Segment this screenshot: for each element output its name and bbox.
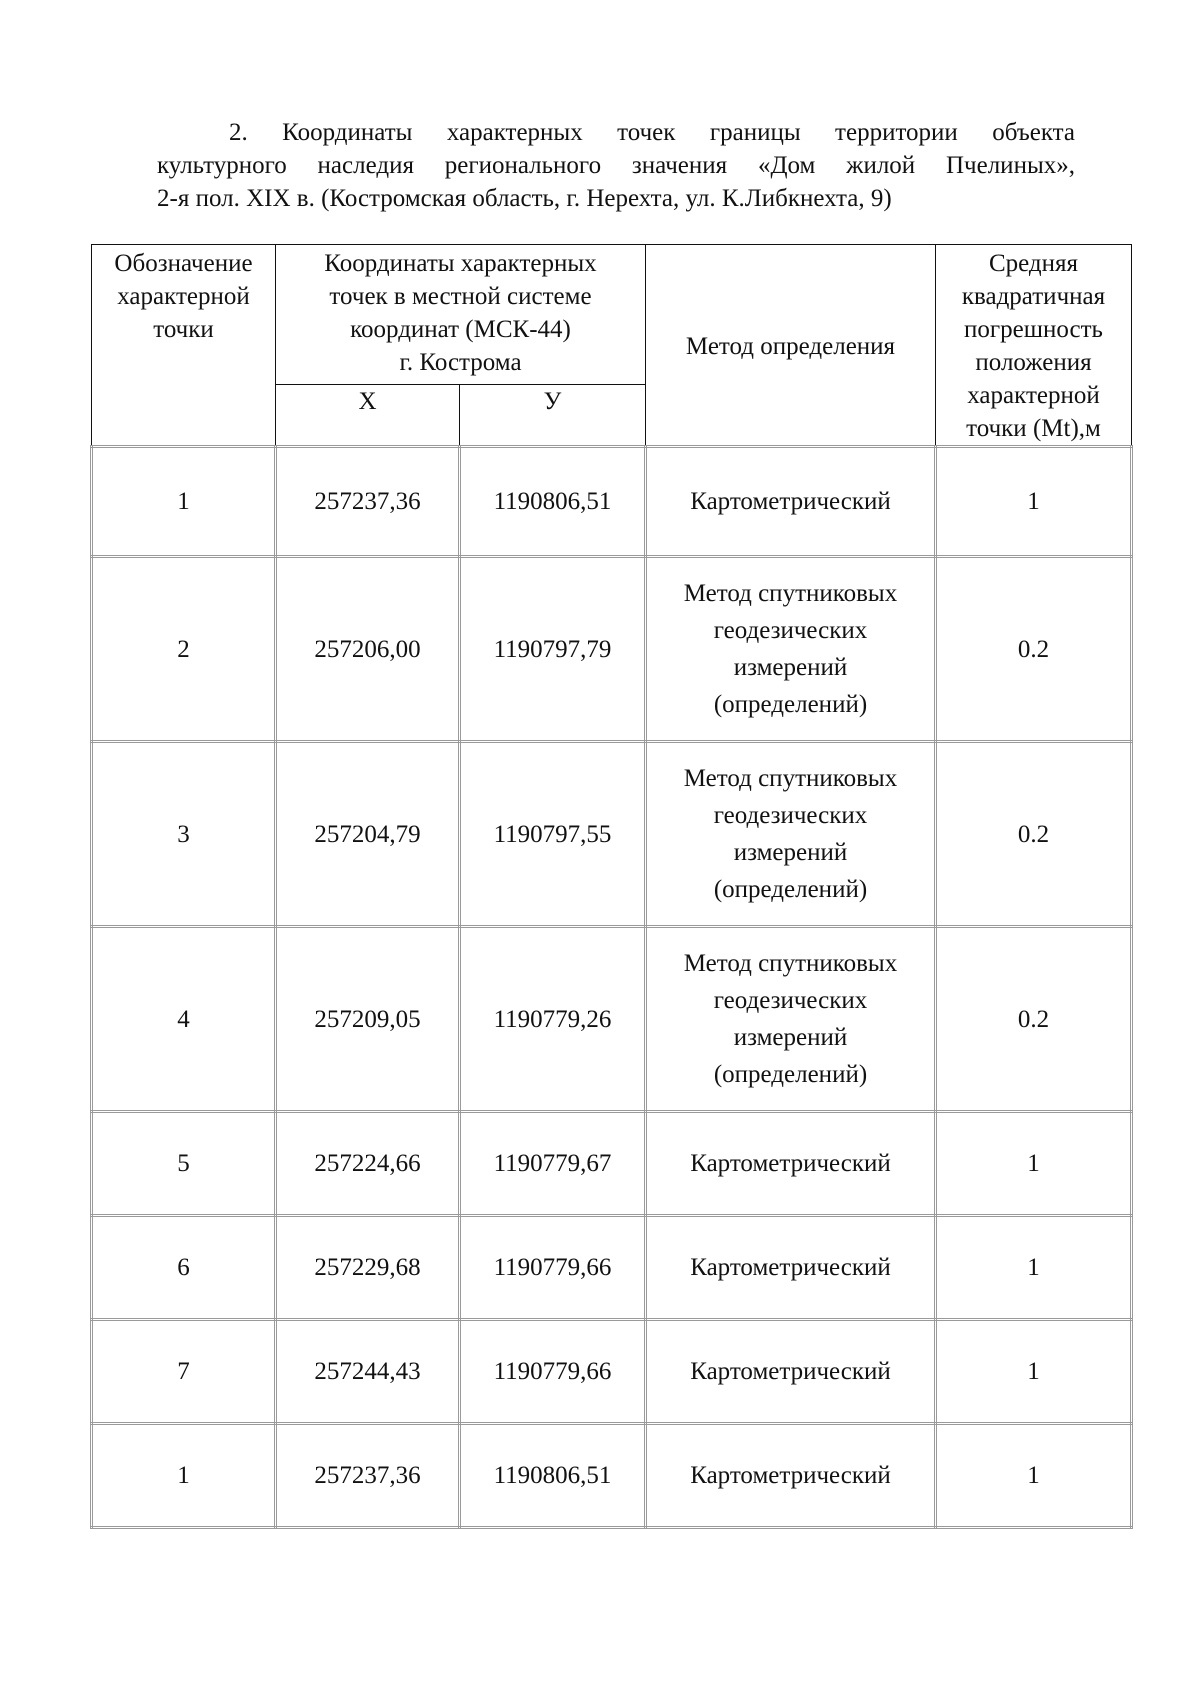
cell-error: 0.2: [936, 742, 1132, 927]
cell-point: 1: [92, 1424, 276, 1528]
method-text: [690, 1145, 891, 1182]
cell-point: 5: [92, 1112, 276, 1216]
method-text: [690, 1249, 891, 1286]
heading-line-1: 2. Координаты характерных точек границы территории объекта: [229, 119, 1075, 146]
coordinates-table-wrapper: [90, 244, 1133, 1529]
cell-method: [646, 927, 936, 1112]
cell-y: 1190779,67: [460, 1112, 646, 1216]
cell-x: 257237,36: [276, 447, 460, 557]
method-line: геодезических: [713, 802, 868, 829]
cell-error: 1: [936, 1112, 1132, 1216]
cell-method: [646, 1216, 936, 1320]
method-line: Картометрический: [690, 1150, 891, 1177]
document-heading: [157, 116, 1075, 215]
table-row: [92, 1112, 1132, 1216]
cell-x: 257244,43: [276, 1320, 460, 1424]
method-line: (определений): [713, 691, 868, 718]
header-point-designation: Обозначение характерной точки: [92, 245, 276, 447]
cell-point: 7: [92, 1320, 276, 1424]
header-mean-square-error: Средняя квадратичная погрешность положения характерной точки (Mt),м: [936, 245, 1132, 447]
cell-x: 257204,79: [276, 742, 460, 927]
method-line: Метод спутниковых: [683, 580, 898, 607]
cell-y: 1190797,79: [460, 557, 646, 742]
method-line: (определений): [713, 876, 868, 903]
cell-error: 1: [936, 1216, 1132, 1320]
cell-method: [646, 742, 936, 927]
cell-x: 257209,05: [276, 927, 460, 1112]
table-body: [92, 447, 1132, 1528]
cell-point: 1: [92, 447, 276, 557]
method-line: Картометрический: [690, 1358, 891, 1385]
cell-error: 1: [936, 1424, 1132, 1528]
method-text: [684, 760, 897, 908]
table-row: [92, 1424, 1132, 1528]
table-header: [92, 245, 1132, 447]
cell-point: 2: [92, 557, 276, 742]
method-line: геодезических: [713, 987, 868, 1014]
cell-y: 1190779,66: [460, 1320, 646, 1424]
method-line: измерений: [733, 654, 848, 681]
cell-x: 257229,68: [276, 1216, 460, 1320]
cell-point: 6: [92, 1216, 276, 1320]
cell-method: [646, 1320, 936, 1424]
coordinates-table: [90, 244, 1133, 1529]
cell-y: 1190779,26: [460, 927, 646, 1112]
method-line: Картометрический: [690, 488, 891, 515]
header-y: У: [460, 385, 646, 447]
table-row: [92, 557, 1132, 742]
cell-method: [646, 447, 936, 557]
header-x: X: [276, 385, 460, 447]
cell-x: 257224,66: [276, 1112, 460, 1216]
table-row: [92, 1216, 1132, 1320]
method-line: Метод спутниковых: [683, 950, 898, 977]
cell-method: [646, 1424, 936, 1528]
cell-point: 4: [92, 927, 276, 1112]
table-row: [92, 1320, 1132, 1424]
cell-error: 0.2: [936, 557, 1132, 742]
cell-point: 3: [92, 742, 276, 927]
method-line: измерений: [733, 1024, 848, 1051]
method-line: измерений: [733, 839, 848, 866]
method-text: [690, 1353, 891, 1390]
cell-y: 1190806,51: [460, 1424, 646, 1528]
method-line: Метод спутниковых: [683, 765, 898, 792]
table-row: [92, 742, 1132, 927]
method-text: [684, 945, 897, 1093]
cell-error: 0.2: [936, 927, 1132, 1112]
method-line: геодезических: [713, 617, 868, 644]
heading-line-3: 2-я пол. XIX в. (Костромская область, г. Нерехта, ул. К.Либкнехта, 9): [157, 185, 892, 212]
cell-x: 257237,36: [276, 1424, 460, 1528]
method-line: Картометрический: [690, 1462, 891, 1489]
method-text: [690, 1457, 891, 1494]
cell-method: [646, 1112, 936, 1216]
header-coordinates: Координаты характерных точек в местной системе координат (МСК-44) г. Кострома: [276, 245, 646, 385]
cell-error: 1: [936, 1320, 1132, 1424]
cell-method: [646, 557, 936, 742]
table-row: [92, 927, 1132, 1112]
method-line: Картометрический: [690, 1254, 891, 1281]
header-method: Метод определения: [646, 245, 936, 447]
cell-error: 1: [936, 447, 1132, 557]
method-text: [684, 575, 897, 723]
cell-y: 1190797,55: [460, 742, 646, 927]
cell-y: 1190806,51: [460, 447, 646, 557]
method-text: [690, 483, 891, 520]
table-row: [92, 447, 1132, 557]
heading-line-2: культурного наследия регионального значения «Дом жилой Пчелиных»,: [157, 152, 1075, 179]
cell-x: 257206,00: [276, 557, 460, 742]
cell-y: 1190779,66: [460, 1216, 646, 1320]
method-line: (определений): [713, 1061, 868, 1088]
